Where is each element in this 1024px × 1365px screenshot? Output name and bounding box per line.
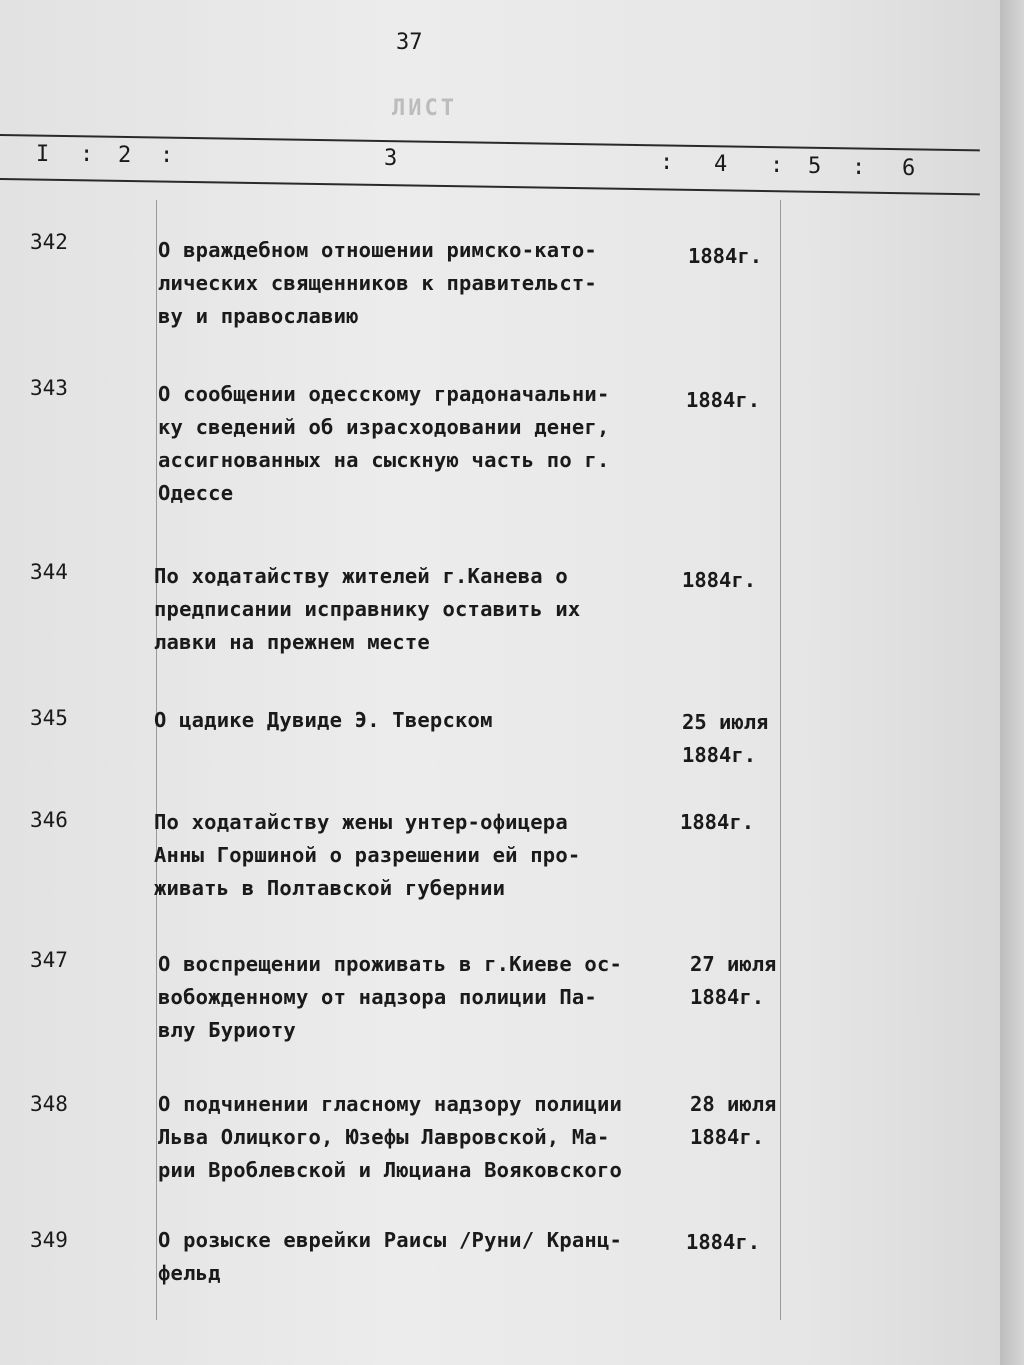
column-separator: : bbox=[852, 155, 868, 180]
entry-number: 343 bbox=[30, 376, 68, 400]
entry-title: О воспрещении проживать в г.Киеве ос- вобожденному от надзора полиции Па- влу Буриоту bbox=[158, 952, 623, 1042]
entry-title: О цадике Дувиде Э. Тверском bbox=[154, 708, 493, 732]
entry-number: 345 bbox=[30, 706, 68, 730]
column-divider bbox=[156, 200, 157, 1320]
entry-number: 347 bbox=[30, 948, 68, 972]
column-header-6: 6 bbox=[902, 156, 918, 181]
entry-date: 1884г. bbox=[686, 388, 761, 412]
entry-date: 1884г. bbox=[680, 810, 755, 834]
entry-number: 342 bbox=[30, 230, 68, 254]
entry-number: 346 bbox=[30, 808, 68, 832]
entry-title: О враждебном отношении римско-като- лических священников к правительст- ву и православию bbox=[158, 238, 597, 328]
entry-title: По ходатайству жены унтер-офицера Анны Горшиной о разрешении ей про- живать в Полтавской губернии bbox=[154, 810, 581, 900]
entry-date: 28 июля 1884г. bbox=[690, 1092, 777, 1149]
entry-number: 349 bbox=[30, 1228, 68, 1252]
header-bottom-rule bbox=[0, 178, 980, 195]
page-number: 37 bbox=[396, 30, 423, 55]
column-separator: : bbox=[160, 143, 176, 168]
entry-title: О сообщении одесскому градоначальни- ку сведений об израсходовании денег, ассигнованных на сыскную часть по г. Одессе bbox=[158, 382, 610, 505]
entry-title: О подчинении гласному надзору полиции Льва Олицкого, Юзефы Лавровской, Ма- рии Вроблевской и Люциана Вояковского bbox=[158, 1092, 623, 1182]
column-header-2: 2 bbox=[118, 143, 134, 168]
column-separator: : bbox=[770, 153, 786, 178]
entry-title: По ходатайству жителей г.Канева о предписании исправнику оставить их лавки на прежнем месте bbox=[154, 564, 581, 654]
entry-date: 25 июля 1884г. bbox=[682, 710, 769, 767]
header-top-rule bbox=[0, 134, 980, 151]
entry-date: 1884г. bbox=[688, 244, 763, 268]
entry-date: 1884г. bbox=[682, 568, 757, 592]
entry-date: 1884г. bbox=[686, 1230, 761, 1254]
entry-number: 344 bbox=[30, 560, 68, 584]
column-header-5: 5 bbox=[808, 154, 824, 179]
column-separator: : bbox=[660, 150, 676, 175]
entry-date: 27 июля 1884г. bbox=[690, 952, 777, 1009]
column-header-1: I bbox=[36, 142, 52, 167]
bleed-through-title: ЛИСТ bbox=[392, 96, 457, 121]
page-edge bbox=[1000, 0, 1024, 1365]
entry-number: 348 bbox=[30, 1092, 68, 1116]
column-header-3: 3 bbox=[384, 146, 400, 171]
column-header-4: 4 bbox=[714, 152, 730, 177]
entry-title: О розыске еврейки Раисы /Руни/ Кранц- фельд bbox=[158, 1228, 623, 1285]
column-separator: : bbox=[80, 142, 96, 167]
